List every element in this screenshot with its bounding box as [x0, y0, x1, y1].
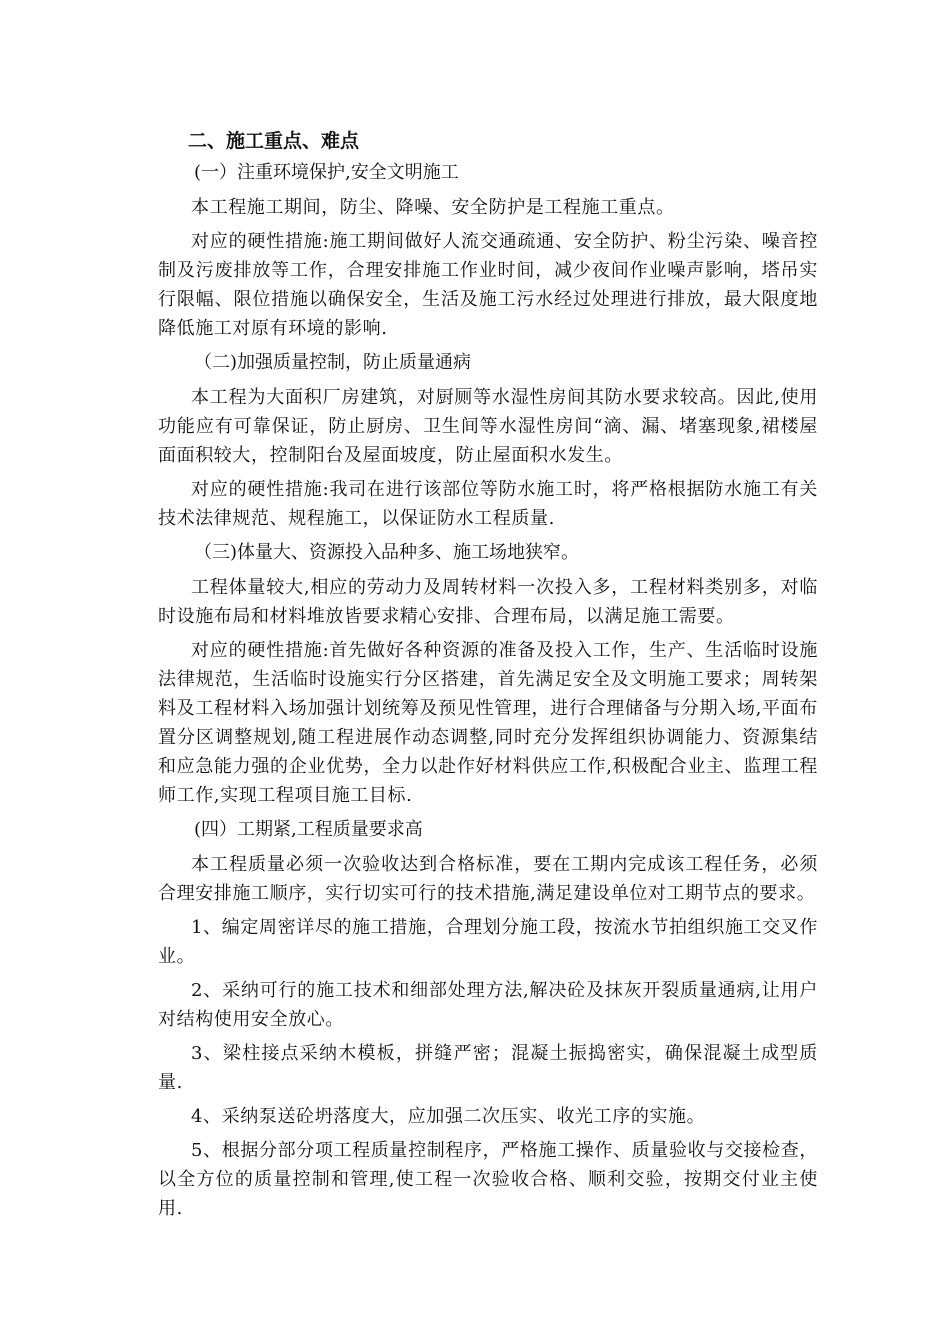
paragraph: 本工程质量必须一次验收达到合格标准，要在工期内完成该工程任务，必须合理安排施工顺序，实行切实可行的技术措施,满足建设单位对工期节点的要求。: [158, 854, 818, 904]
list-item-4: 4、采纳泵送砼坍落度大，应加强二次压实、收光工序的实施。: [191, 1106, 706, 1127]
subsection-heading-4: (四）工期紧,工程质量要求高: [194, 819, 423, 840]
subsection-heading-1: (一）注重环境保护,安全文明施工: [194, 162, 459, 183]
subsection-heading-3: （三)体量大、资源投入品种多、施工场地狭窄。: [194, 542, 580, 563]
paragraph: 本工程为大面积厂房建筑，对厨厕等水湿性房间其防水要求较高。因此,使用功能应有可靠保证，防止厨房、卫生间等水湿性房间“滴、漏、堵塞现象,裙楼屋面面积较大，控制阳台及屋面坡度，防止屋面积水发生。: [158, 387, 818, 466]
paragraph: 本工程施工期间，防尘、降噪、安全防护是工程施工重点。: [191, 197, 675, 218]
document-body: [158, 124, 818, 1228]
paragraph: 工程体量较大,相应的劳动力及周转材料一次投入多，工程材料类别多，对临时设施布局和材料堆放皆要求精心安排、合理布局，以满足施工需要。: [158, 577, 818, 627]
subsection-heading-2: （二)加强质量控制，防止质量通病: [194, 352, 472, 373]
paragraph: 对应的硬性措施:施工期间做好人流交通疏通、安全防护、粉尘污染、噪音控制及污废排放等工作，合理安排施工作业时间，减少夜间作业噪声影响，塔吊实行限幅、限位措施以确保安全，生活及施工污水经过处理进行排放，最大限度地降低施工对原有环境的影响.: [158, 231, 818, 339]
paragraph: 对应的硬性措施:首先做好各种资源的准备及投入工作，生产、生活临时设施法律规范，生活临时设施实行分区搭建，首先满足安全及文明施工要求；周转架料及工程材料入场加强计划统筹及预见性管理，进行合理储备与分期入场,平面布置分区调整规划,随工程进展作动态调整,同时充分发挥组织协调能力、资源集结和应急能力强的企业优势，全力以赴作好材料供应工作,积极配合业主、监理工程师工作,实现工程项目施工目标.: [158, 640, 818, 806]
paragraph: 对应的硬性措施:我司在进行该部位等防水施工时，将严格根据防水施工有关技术法律规范、规程施工，以保证防水工程质量.: [158, 479, 818, 529]
list-item-2: 2、采纳可行的施工技术和细部处理方法,解决砼及抹灰开裂质量通病,让用户对结构使用安全放心。: [158, 980, 818, 1030]
list-item-5: 5、根据分部分项工程质量控制程序，严格施工操作、质量验收与交接检查，以全方位的质量控制和管理,使工程一次验收合格、顺利交验，按期交付业主使用.: [158, 1140, 818, 1219]
list-item-3: 3、梁柱接点采纳木模板，拼缝严密；混凝土振捣密实，确保混凝土成型质量.: [158, 1043, 818, 1093]
list-item-1: 1、编定周密详尽的施工措施，合理划分施工段，按流水节拍组织施工交叉作业。: [158, 917, 818, 967]
section-heading: 二、施工重点、难点: [188, 130, 360, 152]
